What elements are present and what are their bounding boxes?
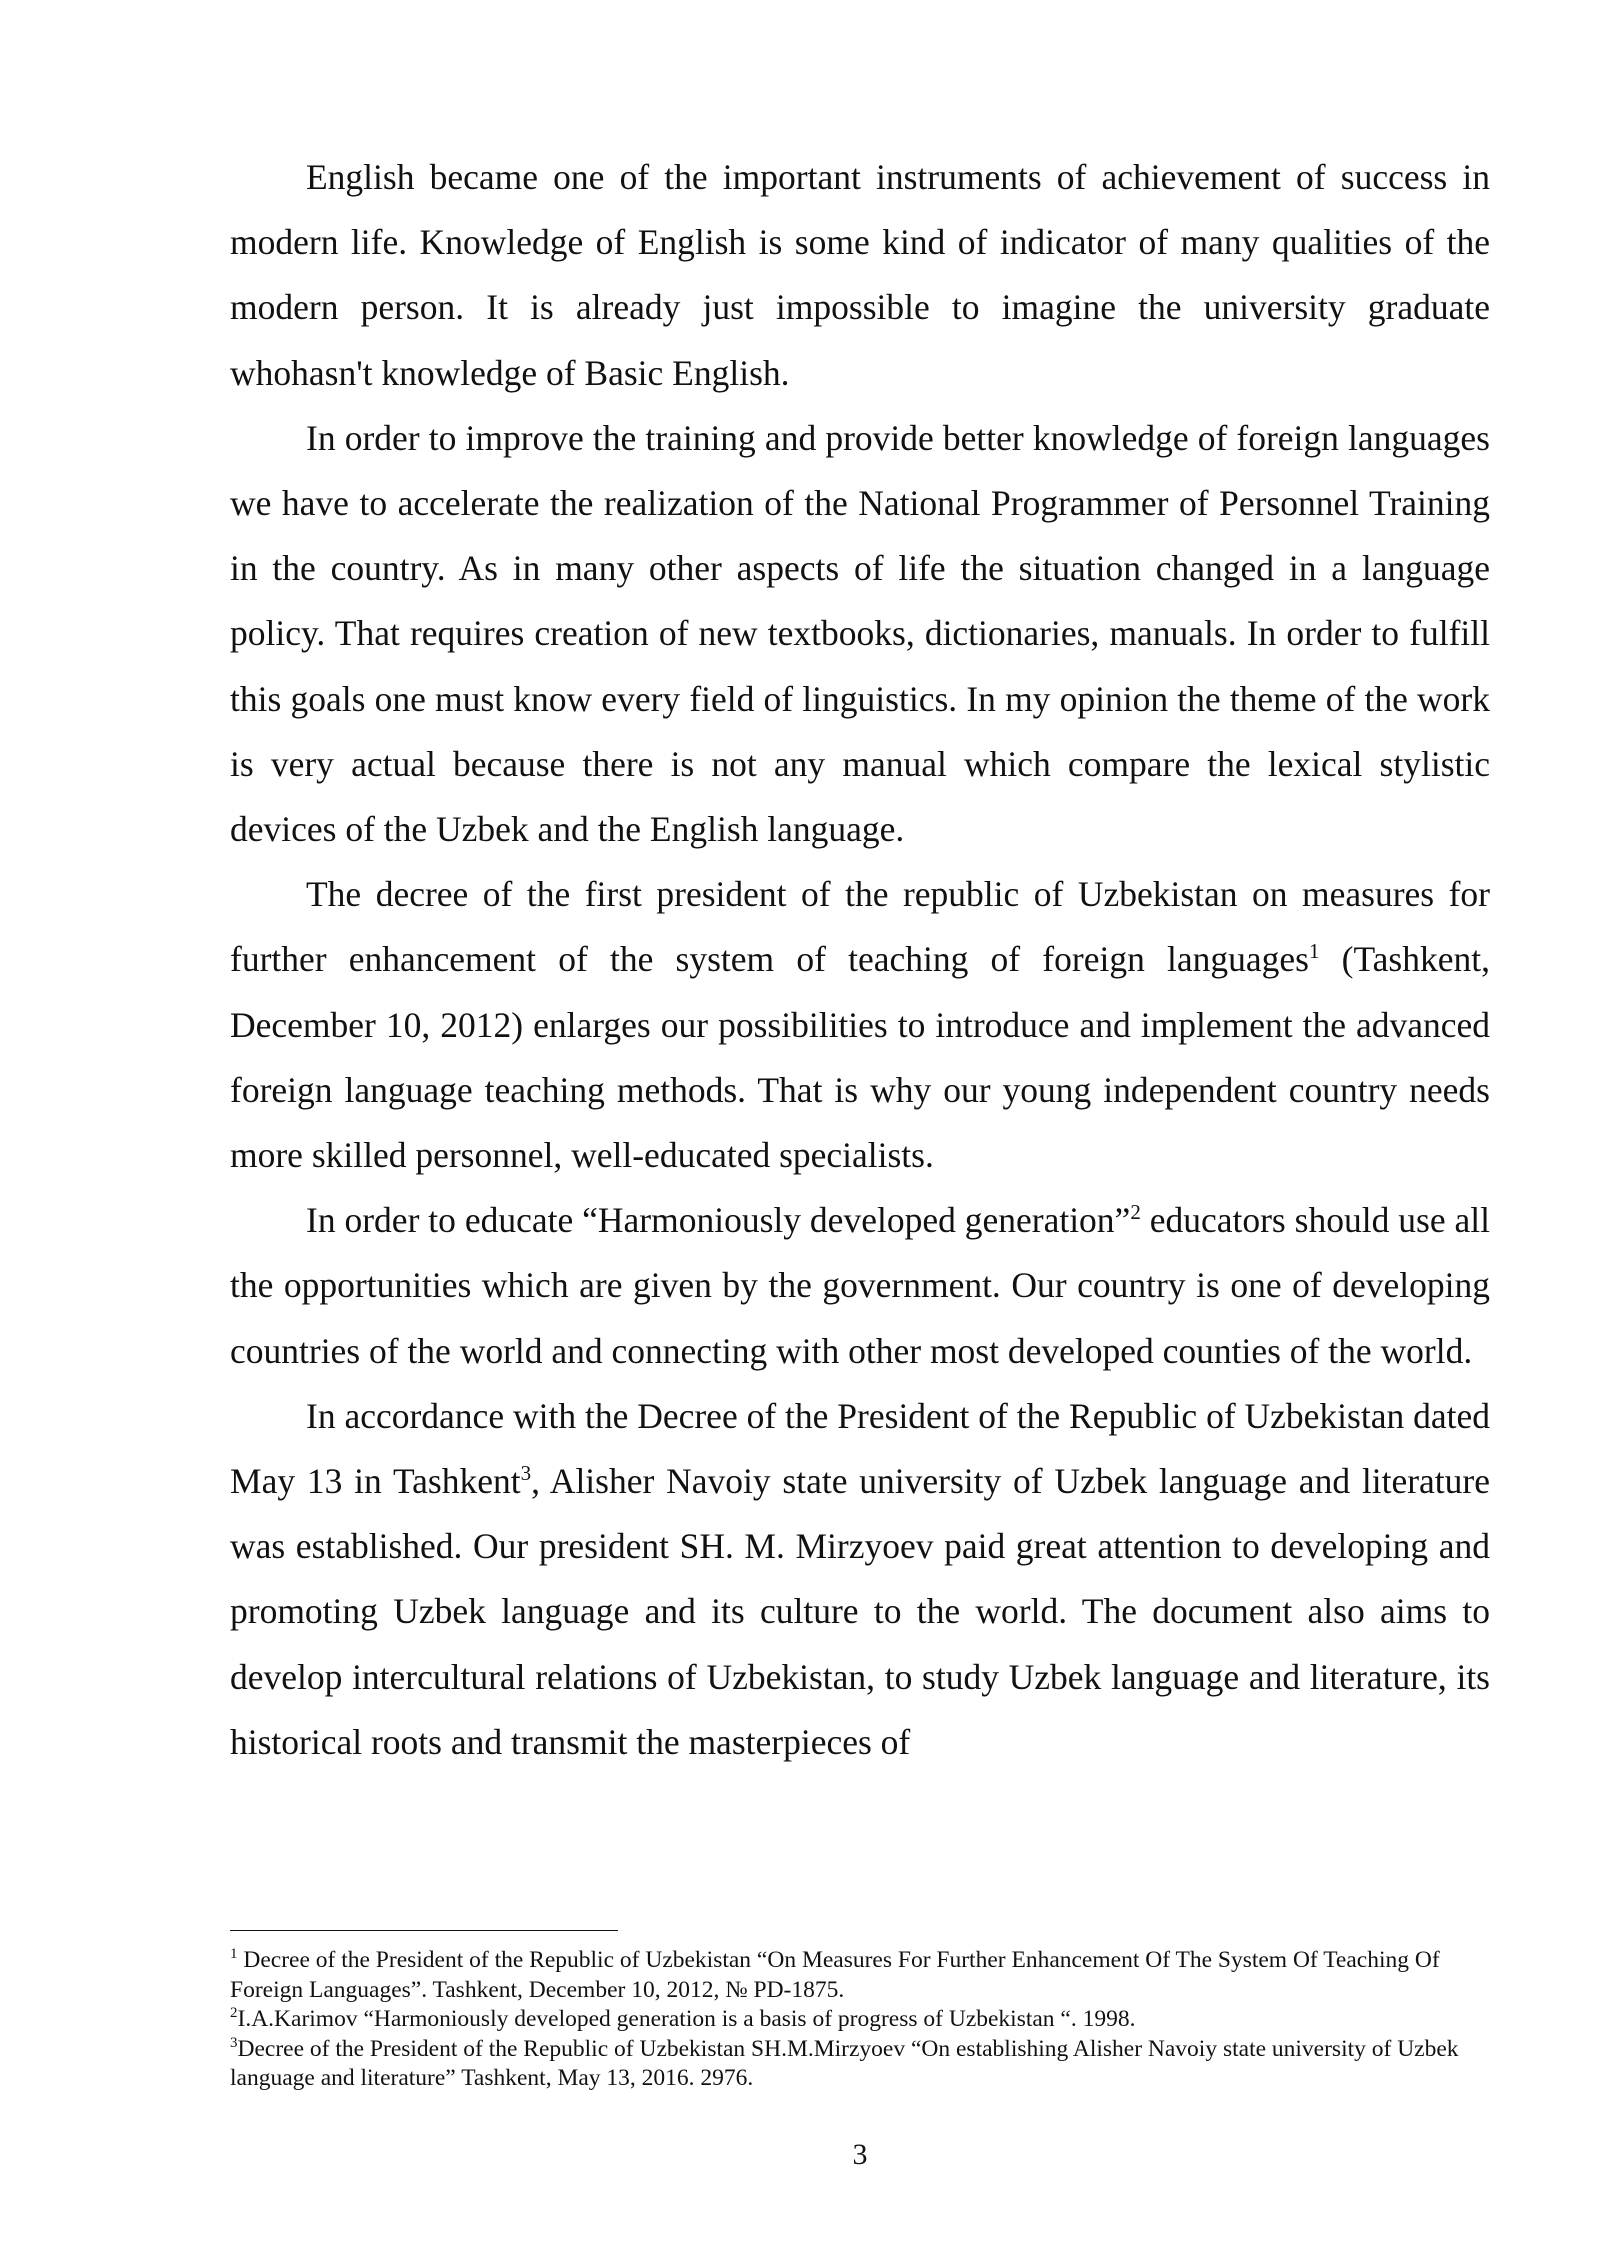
footnote-ref-2[interactable]: 2 xyxy=(1130,1200,1141,1225)
paragraph-4 xyxy=(230,1188,1490,1384)
footnote-ref-3[interactable]: 3 xyxy=(520,1461,532,1486)
footnote-1 xyxy=(230,1946,1490,2005)
paragraph-1 xyxy=(230,145,1490,406)
page-number: 3 xyxy=(852,2138,868,2171)
paragraph-3-text-before: The decree of the first president of the republic of Uzbekistan on measures for further enhancement of the system of teaching of foreign languages xyxy=(230,874,1490,980)
footnote-3-mark: 3 xyxy=(230,2034,238,2051)
footnote-2-mark: 2 xyxy=(230,2005,238,2022)
paragraph-5-text-before: In accordance with the Decree of the President of the Republic of Uzbekistan dated May 13 in Tashkent xyxy=(230,1395,1490,1502)
footnote-1-text: Decree of the President of the Republic of Uzbekistan “On Measures For Further Enhancement Of The System Of Teaching Of Foreign Languages”. Tashkent, December 10, 2012, № PD-1875. xyxy=(230,1947,1440,2003)
footnote-separator xyxy=(230,1930,618,1931)
body-text xyxy=(230,145,1490,1775)
paragraph-5 xyxy=(230,1384,1490,1775)
footnote-3 xyxy=(230,2035,1490,2094)
footnote-2 xyxy=(230,2005,1490,2035)
paragraph-5-text-after: , Alisher Navoiy state university of Uzbek language and literature was established. Our president SH. M. Mirzyoev paid great attention to developing and promoting Uzbek language and its culture to the world. The document also aims to develop intercultural relations of Uzbekistan, to study Uzbek language and literature, its historical roots and transmit the masterpieces of xyxy=(230,1461,1490,1762)
paragraph-2 xyxy=(230,406,1490,862)
paragraph-3 xyxy=(230,862,1490,1188)
footnote-2-text: I.A.Karimov “Harmoniously developed generation is a basis of progress of Uzbekistan “. 1998. xyxy=(237,2006,1136,2032)
footnote-1-mark: 1 xyxy=(230,1946,238,1963)
footnote-3-text: Decree of the President of the Republic of Uzbekistan SH.M.Mirzyoev “On establishing Alisher Navoiy state university of Uzbek language and literature” Tashkent, May 13, 2016. 2976. xyxy=(230,2035,1459,2091)
paragraph-4-text-after: educators should use all the opportunities which are given by the government. Our country is one of developing countries of the world and connecting with other most developed counties of the world. xyxy=(230,1200,1490,1371)
footnote-ref-1[interactable]: 1 xyxy=(1308,939,1320,964)
paragraph-4-text-before: In order to educate “Harmoniously developed generation” xyxy=(306,1200,1131,1241)
paragraph-3-text-after: (Tashkent, December 10, 2012) enlarges our possibilities to introduce and implement the advanced foreign language teaching methods. That is why our young independent country needs more skilled personnel, well-educated specialists. xyxy=(230,939,1490,1176)
paragraph-2-text: In order to improve the training and provide better knowledge of foreign languages we have to accelerate the realization of the National Programmer of Personnel Training in the country. As in many other aspects of life the situation changed in a language policy. That requires creation of new textbooks, dictionaries, manuals. In order to fulfill this goals one must know every field of linguistics. In my opinion the theme of the work is very actual because there is not any manual which compare the lexical stylistic devices of the Uzbek and the English language. xyxy=(230,417,1490,850)
footnotes xyxy=(230,1946,1490,2094)
paragraph-1-text: English became one of the important instruments of achievement of success in modern life. Knowledge of English is some kind of indicator of many qualities of the modern person. It is already just impossible to imagine the university graduate whohasn't knowledge of Basic English. xyxy=(230,157,1490,393)
